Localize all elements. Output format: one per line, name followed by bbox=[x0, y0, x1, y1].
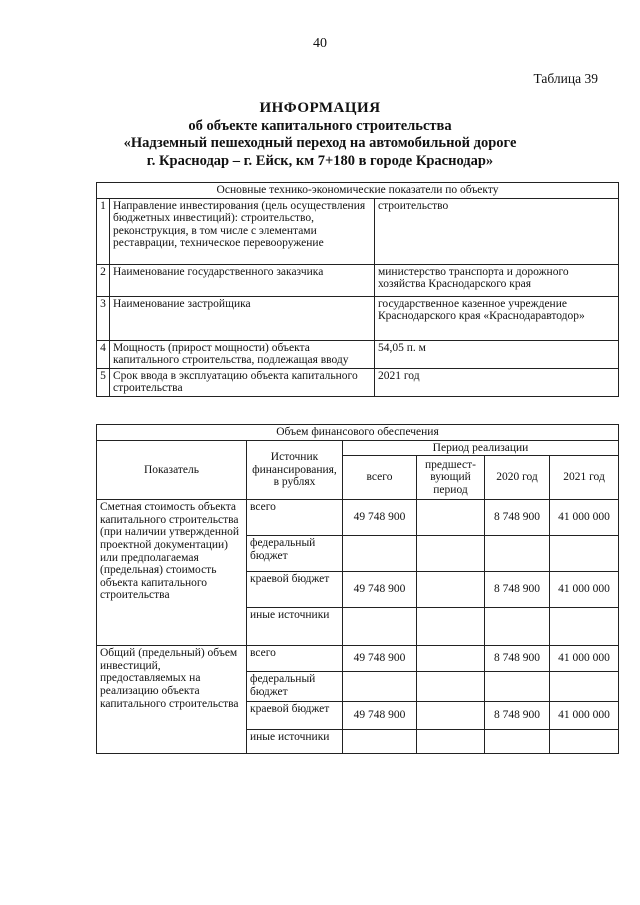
financing-header: Объем финансового обеспечения bbox=[97, 425, 619, 441]
title-line-1: ИНФОРМАЦИЯ bbox=[259, 100, 381, 116]
indicators-header: Основные технико-экономические показатели по объекту bbox=[97, 183, 619, 199]
column-2020: 2020 год bbox=[485, 456, 550, 500]
indicator-label: Направление инвестирования (цель осуществления бюджетных инвестиций): строительство, реконструкция, в том числе с элементами реставрации, техническое перевооружение bbox=[110, 198, 375, 264]
value-previous bbox=[417, 672, 485, 702]
column-previous: предшест-вующий период bbox=[417, 456, 485, 500]
financing-header-row bbox=[97, 425, 619, 441]
source-label: всего bbox=[247, 500, 343, 536]
value-total bbox=[343, 608, 417, 646]
value-2021 bbox=[550, 536, 619, 572]
indicators-header-row bbox=[97, 183, 619, 199]
value-2021 bbox=[550, 608, 619, 646]
indicator-label: Наименование государственного заказчика bbox=[110, 264, 375, 296]
value-previous bbox=[417, 536, 485, 572]
value-previous bbox=[417, 702, 485, 730]
value-previous bbox=[417, 730, 485, 754]
document-title bbox=[0, 100, 640, 170]
title-line-3: «Надземный пешеходный переход на автомобильной дороге bbox=[123, 135, 517, 151]
value-2021: 41 000 000 bbox=[550, 500, 619, 536]
table-label: Таблица 39 bbox=[533, 71, 598, 86]
indicator-label: Срок ввода в эксплуатацию объекта капитального строительства bbox=[110, 368, 375, 396]
indicator-number: 3 bbox=[97, 296, 110, 340]
value-2021 bbox=[550, 672, 619, 702]
value-2020 bbox=[485, 536, 550, 572]
source-label: федеральный бюджет bbox=[247, 672, 343, 702]
indicator-row bbox=[97, 264, 619, 296]
indicator-number: 1 bbox=[97, 198, 110, 264]
value-previous bbox=[417, 608, 485, 646]
indicator-value: 2021 год bbox=[375, 368, 619, 396]
source-label: всего bbox=[247, 646, 343, 672]
column-source: Источник финансирования, в рублях bbox=[247, 440, 343, 500]
value-2020 bbox=[485, 672, 550, 702]
financing-table bbox=[96, 424, 619, 754]
indicator-row bbox=[97, 368, 619, 396]
value-2021: 41 000 000 bbox=[550, 572, 619, 608]
indicators-table bbox=[96, 182, 619, 397]
indicator-number: 5 bbox=[97, 368, 110, 396]
value-2020 bbox=[485, 730, 550, 754]
group-label: Общий (предельный) объем инвестиций, предоставляемых на реализацию объекта капитального строительства bbox=[97, 646, 247, 754]
group-label: Сметная стоимость объекта капитального строительства (при наличии утвержденной проектной документации) или предполагаемая (предельная) стоимость объекта капитального строительства bbox=[97, 500, 247, 646]
indicator-value: 54,05 п. м bbox=[375, 340, 619, 368]
indicator-value: министерство транспорта и дорожного хозяйства Краснодарского края bbox=[375, 264, 619, 296]
value-2021: 41 000 000 bbox=[550, 646, 619, 672]
source-label: федеральный бюджет bbox=[247, 536, 343, 572]
source-label: иные источники bbox=[247, 730, 343, 754]
value-previous bbox=[417, 572, 485, 608]
value-previous bbox=[417, 646, 485, 672]
indicator-row bbox=[97, 340, 619, 368]
value-total bbox=[343, 536, 417, 572]
value-previous bbox=[417, 500, 485, 536]
value-2020: 8 748 900 bbox=[485, 572, 550, 608]
value-2020: 8 748 900 bbox=[485, 646, 550, 672]
financing-column-header-row bbox=[97, 440, 619, 456]
column-total: всего bbox=[343, 456, 417, 500]
value-2020: 8 748 900 bbox=[485, 702, 550, 730]
indicator-value: государственное казенное учреждение Краснодарского края «Краснодаравтодор» bbox=[375, 296, 619, 340]
source-label: краевой бюджет bbox=[247, 702, 343, 730]
indicator-row bbox=[97, 296, 619, 340]
indicator-number: 4 bbox=[97, 340, 110, 368]
indicator-row bbox=[97, 198, 619, 264]
value-total bbox=[343, 672, 417, 702]
indicator-label: Наименование застройщика bbox=[110, 296, 375, 340]
column-period: Период реализации bbox=[343, 440, 619, 456]
value-total: 49 748 900 bbox=[343, 702, 417, 730]
value-2021: 41 000 000 bbox=[550, 702, 619, 730]
value-total: 49 748 900 bbox=[343, 500, 417, 536]
financing-row bbox=[97, 646, 619, 672]
title-line-4: г. Краснодар – г. Ейск, км 7+180 в городе Краснодар» bbox=[146, 152, 494, 169]
page-number: 40 bbox=[313, 36, 327, 51]
column-indicator: Показатель bbox=[97, 440, 247, 500]
indicator-value: строительство bbox=[375, 198, 619, 264]
value-2020: 8 748 900 bbox=[485, 500, 550, 536]
source-label: иные источники bbox=[247, 608, 343, 646]
value-total: 49 748 900 bbox=[343, 646, 417, 672]
financing-row bbox=[97, 500, 619, 536]
value-total: 49 748 900 bbox=[343, 572, 417, 608]
source-label: краевой бюджет bbox=[247, 572, 343, 608]
indicator-number: 2 bbox=[97, 264, 110, 296]
value-2020 bbox=[485, 608, 550, 646]
indicator-label: Мощность (прирост мощности) объекта капитального строительства, подлежащая вводу bbox=[110, 340, 375, 368]
column-2021: 2021 год bbox=[550, 456, 619, 500]
value-2021 bbox=[550, 730, 619, 754]
value-total bbox=[343, 730, 417, 754]
title-line-2: об объекте капитального строительства bbox=[188, 117, 452, 134]
